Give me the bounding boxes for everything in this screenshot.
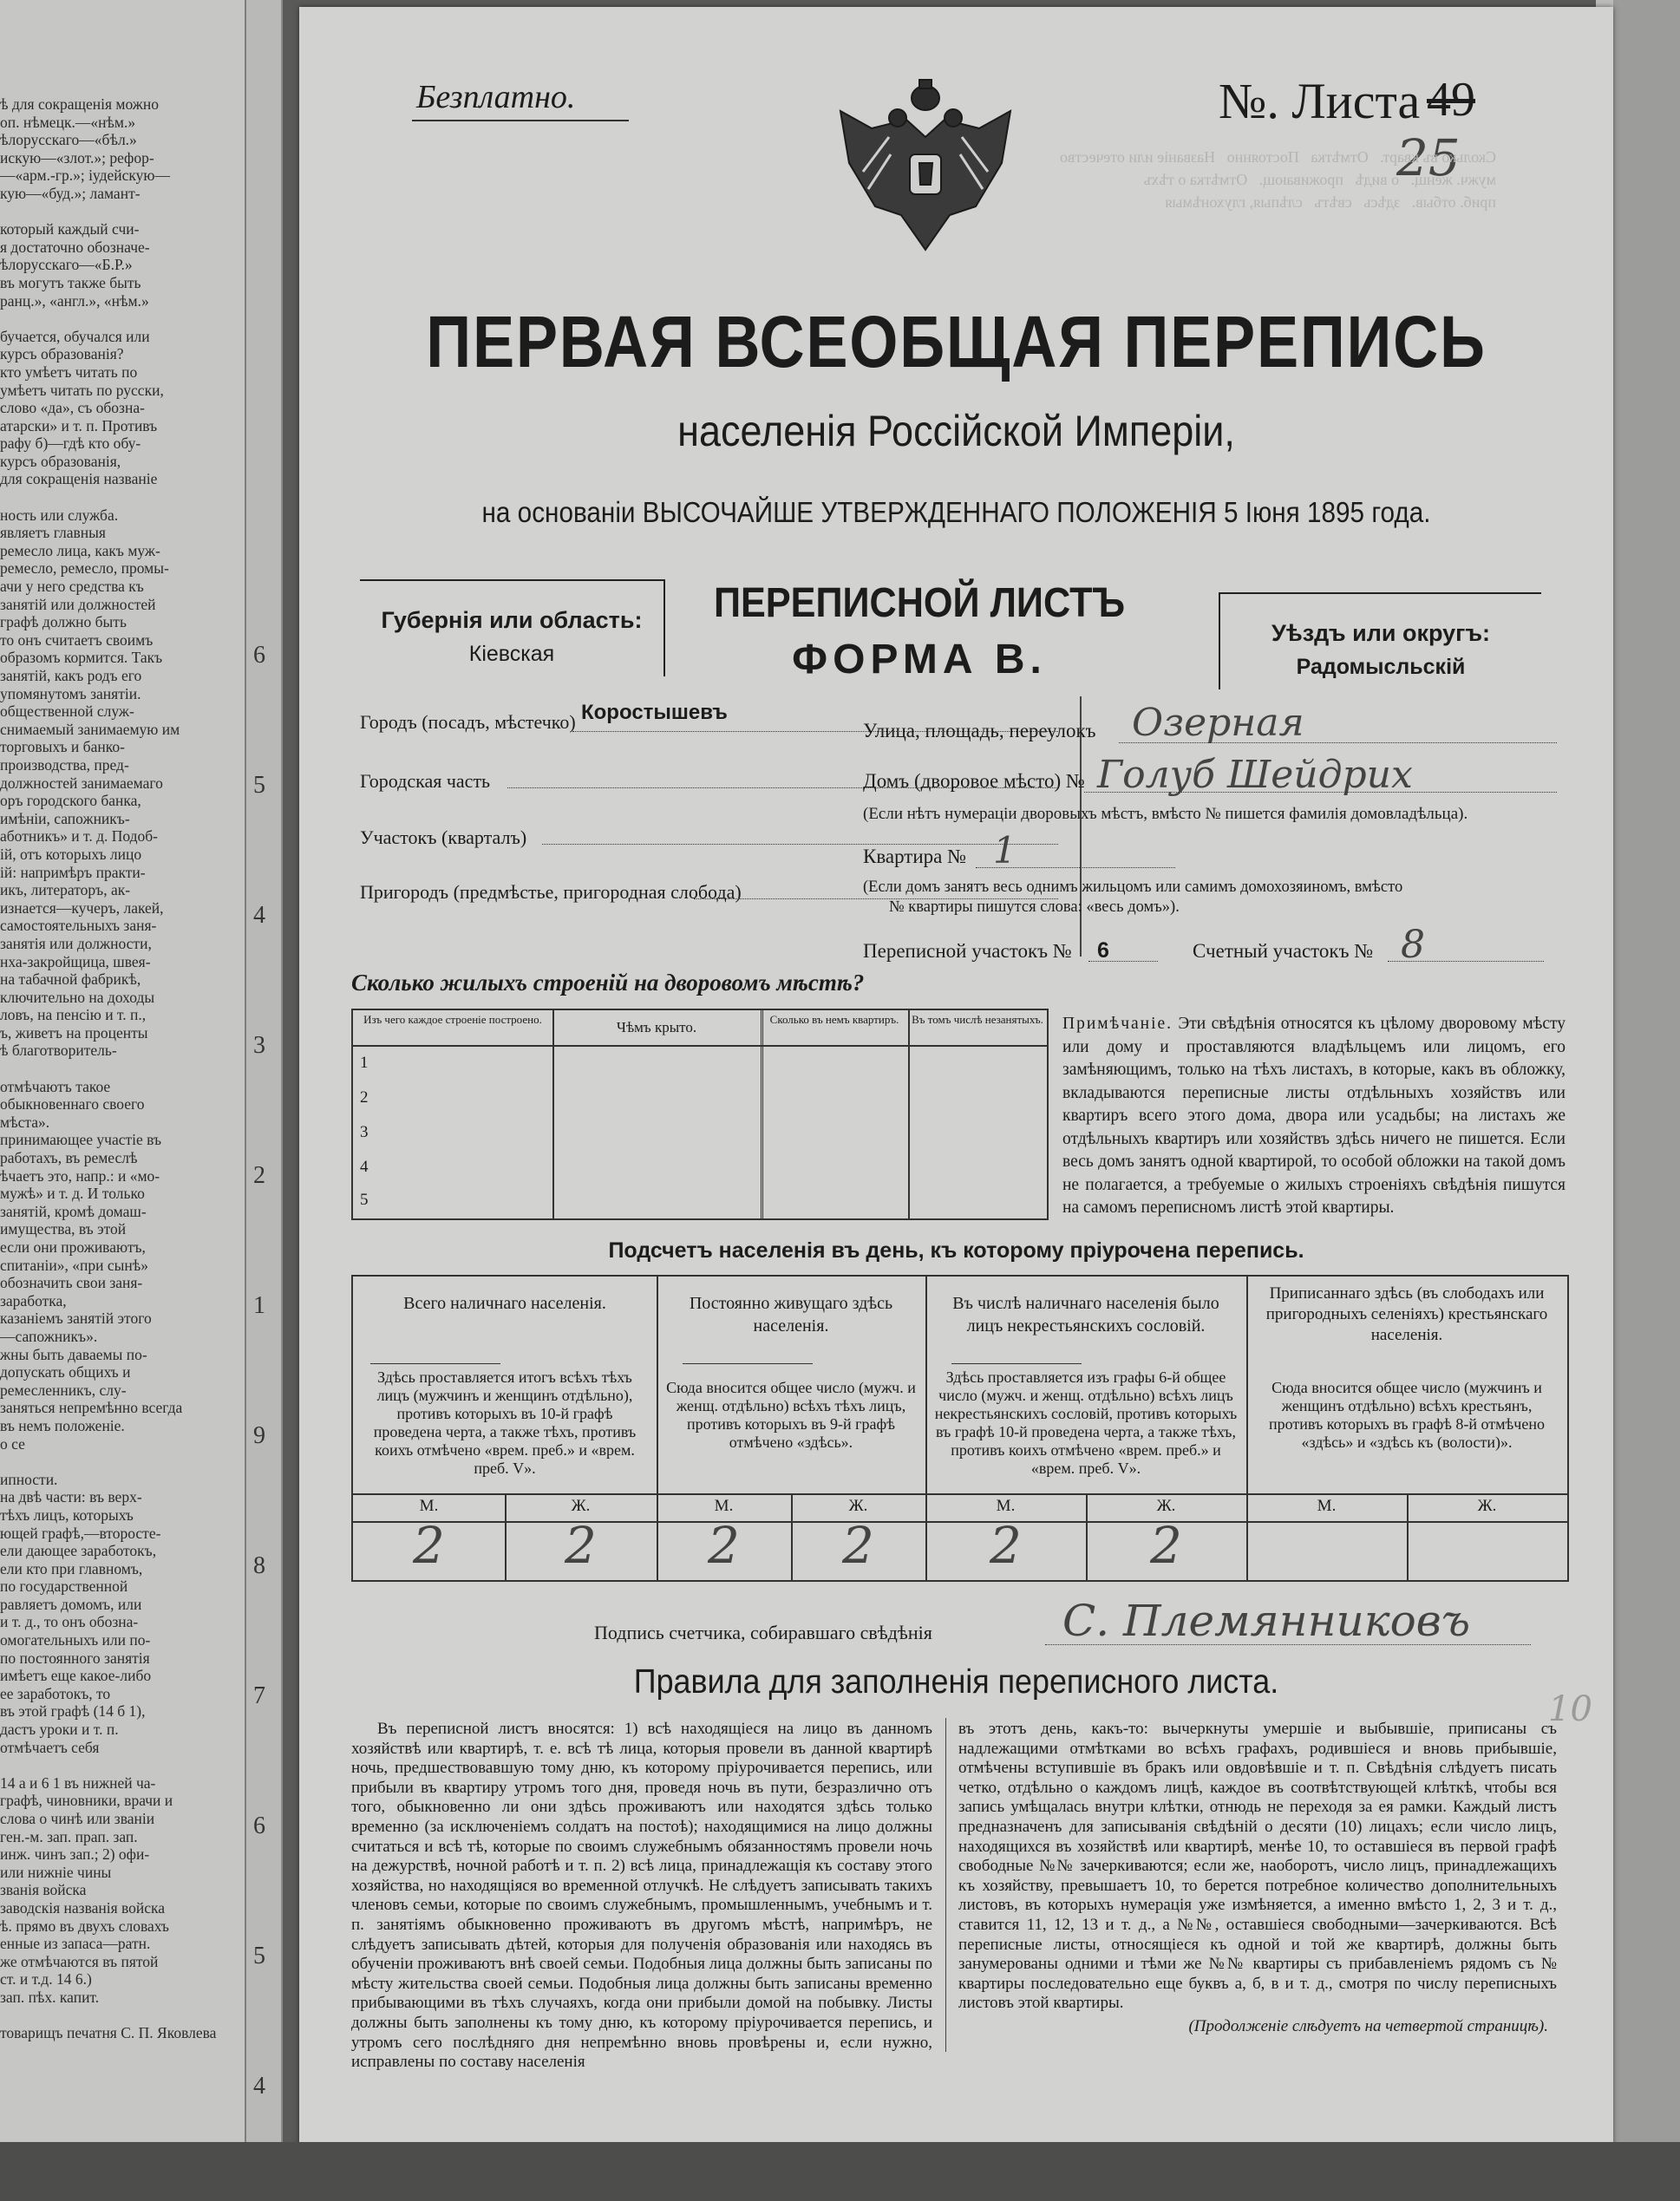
left-page-line: отмѣчаютъ такое xyxy=(0,1077,111,1095)
count-value-permanent-f: 2 xyxy=(842,1516,874,1575)
left-page-line: —сапожникъ». xyxy=(0,1327,98,1345)
rules-right-column: въ этотъ день, какъ-то: вычеркнуты умершіе и выбывшіе, приписаны съ надлежащими отмѣтками во всѣхъ графахъ, родившіеся и вновь прибывшіе, отмѣчены вступившіе въ бракъ или овдовѣвшіе и т. п. Свѣдѣнія слѣдуетъ писать четко, отдѣльно о каждомъ лицѣ, каждое въ соотвѣтствующей клѣткѣ, чтобы вся запись умѣщалась внутри клѣтки, отнюдь не переходя за ея рамки. Каждый листъ предназначенъ для записыванія свѣдѣній о десяти (10) лицахъ; если число лицъ, находящихся въ хозяйствѣ или квартирѣ, менѣе 10, то оставшіеся въ первой графѣ свободные №№ зачеркиваются; если же, наоборотъ, число лицъ, принадлежащихъ къ хозяйству, превышаетъ 10, то берется потребное количество дополнительныхъ листовъ, въ которыхъ нумерація уже измѣняется, а именно вмѣсто 1, 2, 3 и т. д., ставится 11, 12, 13 и т. д., а №№, оставшіеся свободными—зачеркиваются. Всѣ переписные листы, относящіеся къ одной и той же квартирѣ, должны быть занумерованы одними и тѣми же №№ квартиры съ прибавленіемъ рядомъ съ № квартиры последовательно еще буквъ а, б, в и т. д., смотря по числу переписныхъ листовъ этой квартиры. xyxy=(958,1720,1557,2013)
left-page-line: для сокращенія названіе xyxy=(0,470,158,488)
left-page-line: занятій, какъ родъ его xyxy=(0,667,142,684)
left-page-line: омогательныхъ или по- xyxy=(0,1631,151,1649)
city-label: Городъ (посадъ, мѣстечко) xyxy=(360,711,576,733)
left-page-line: дастъ уроки и т. п. xyxy=(0,1721,119,1739)
signature-line xyxy=(1045,1644,1531,1645)
left-page-line: графѣ должно быть xyxy=(0,613,127,631)
left-page-line: отмѣчаетъ себя xyxy=(0,1738,100,1756)
apartment-value: 1 xyxy=(993,829,1016,872)
buildings-row-4: 4 xyxy=(360,1158,369,1176)
left-page-line: ст. и т.д. 14 6.) xyxy=(0,1970,92,1989)
ruler-mark: 6 xyxy=(253,1812,265,1839)
left-page-line: о се xyxy=(0,1434,25,1453)
left-facing-page xyxy=(0,0,265,2201)
ruler-mark: 5 xyxy=(253,772,265,799)
left-page-text xyxy=(0,95,234,2042)
left-page-line: на табачной фабрикѣ, xyxy=(0,970,141,989)
count-head-4: Приписаннаго здѣсь (въ слободахъ или пригородныхъ селеніяхъ) крестьянскаго населенія. xyxy=(1265,1284,1548,1344)
left-page-line: я достаточно обозначе- xyxy=(0,238,150,256)
left-page-line: работахъ, въ ремеслѣ xyxy=(0,1149,138,1167)
census-area-label: Переписной участокъ № xyxy=(863,940,1072,962)
left-page-line: ѣчаетъ это, напр.: и «мо- xyxy=(0,1166,160,1185)
street-line xyxy=(1119,742,1557,743)
count-value-permanent-m: 2 xyxy=(708,1516,740,1575)
left-page-line: товарищъ печатня С. П. Яковлева xyxy=(0,2024,217,2042)
left-page-line: ность или служба. xyxy=(0,506,119,524)
left-page-line: же отмѣчаются въ пятой xyxy=(0,1952,159,1970)
count-m-1: М. xyxy=(419,1497,439,1515)
left-page-line: ипности. xyxy=(0,1470,58,1488)
street-value: Озерная xyxy=(1132,701,1304,745)
rules-title: Правила для заполненія переписного листа. xyxy=(633,1663,1279,1701)
left-page-line: мѣста». xyxy=(0,1113,50,1131)
signature-label: Подпись счетчика, собиравшаго свѣдѣнія xyxy=(594,1622,932,1643)
count-head-3: Въ числѣ наличнаго населенія было лицъ некрестьянскихъ сословій. xyxy=(952,1294,1219,1336)
count-vline-3 xyxy=(1246,1277,1248,1580)
ruler-mark: 2 xyxy=(253,1162,265,1189)
form-name: ФОРМА В. xyxy=(792,637,1047,683)
left-page-line: слова о чинѣ или званіи xyxy=(0,1810,155,1827)
left-page-line: кую—«буд.»; ламант- xyxy=(0,184,141,202)
left-page-line: занятій, кромѣ домаш- xyxy=(0,1202,147,1220)
count-rule-3 xyxy=(951,1363,1082,1364)
left-page-line: бучается, обучался или xyxy=(0,327,150,345)
page-stack-edge-dark xyxy=(1613,0,1680,2201)
count-area-line xyxy=(1388,961,1544,962)
count-area-label: Счетный участокъ № xyxy=(1193,940,1374,962)
buildings-row-3: 3 xyxy=(360,1123,369,1141)
left-page-line: упомянутомъ занятіи. xyxy=(0,684,141,702)
rules-continued: (Продолженіе слѣдуетъ на четвертой страницѣ). xyxy=(1188,2017,1548,2035)
ruler-mark: 7 xyxy=(253,1682,265,1709)
left-page-line: рафу б)—гдѣ кто обу- xyxy=(0,434,141,453)
apartment-label: Квартира № xyxy=(863,846,967,867)
left-page-line: въ могутъ также быть xyxy=(0,273,141,291)
left-page-line xyxy=(0,203,234,221)
left-page-line: икъ, литераторъ, ак- xyxy=(0,881,131,899)
bleed-through-text: Сколько въ кварт. Отмѣтка Постоянно Названіе или отечество мужч. женщ. о видѣ проживающ. Отмѣтка о тѣхъ приб. отбыв. здѣсь свѣтъ слѣпыя, глухонѣмыя xyxy=(1060,148,1496,211)
buildings-head-vacant: Въ томъ числѣ незанятыхъ. xyxy=(912,1013,1043,1026)
buildings-note xyxy=(1062,1013,1566,1220)
left-page-line: обозначить свои заня- xyxy=(0,1274,143,1292)
district-label: Участокъ (кварталъ) xyxy=(360,826,527,848)
left-page-line: графѣ, чиновники, врачи и xyxy=(0,1792,173,1810)
left-page-line: занятій или должностей xyxy=(0,595,156,613)
left-page-line: самостоятельныхъ заня- xyxy=(0,917,157,935)
left-page-line: 14 а и 6 1 въ нижней ча- xyxy=(0,1773,156,1792)
count-value-total-f: 2 xyxy=(565,1516,597,1575)
count-value-nonpeasant-m: 2 xyxy=(990,1516,1022,1575)
count-f-4: Ж. xyxy=(1477,1497,1497,1515)
count-body-3: Здѣсь проставляется изъ графы 6-й общее число (мужч. и женщ. отдѣльно) всѣхъ лицъ некрестьянскихъ сословій, противъ которыхъ въ графѣ 10-й проведена черта, а также тѣхъ, противъ коихъ отмѣчено «врем. преб.» и «врем. преб. V». xyxy=(934,1368,1238,1477)
count-f-3: Ж. xyxy=(1156,1497,1176,1515)
left-page-line: оръ городского банка, xyxy=(0,792,141,810)
note-text: Эти свѣдѣнія относятся къ цѣлому дворовому мѣсту или дому и проставляются владѣльцемъ или лицомъ, его замѣняющимъ, только на тѣхъ листахъ, в которые, какъ въ обложку, вкладываются переписные листы отдѣльныхъ хозяйствъ или квартиръ всего этого дома, двора или усадьбы; на листахъ же отдѣльныхъ квартиръ или хозяйствъ здѣсь ничего не пишется. Если весь домъ занятъ одной квартирой, то особой обложки на такой домъ не полагается, а требуемые о жилыхъ строеніяхъ свѣдѣнія пишутся на самомъ переписномъ листѣ этой квартиры. xyxy=(1062,1015,1566,1217)
left-page-line: оп. нѣмецк.—«нѣм.» xyxy=(0,113,136,131)
guberniya-label: Губернія или область: xyxy=(381,607,643,633)
city-value: Коростышевъ xyxy=(581,701,728,724)
apartment-note-2: № квартиры пишутся слова: «весь домъ»). xyxy=(889,898,1180,916)
count-body-4: Сюда вносится общее число (мужчинъ и женщинъ отдѣльно) всѣхъ крестьянъ, противъ которыхъ въ графѣ 8-й отмѣчено «здѣсь» и «здѣсь къ (волости)». xyxy=(1269,1379,1545,1451)
count-area-value: 8 xyxy=(1401,923,1425,967)
left-page-line: который каждый счи- xyxy=(0,220,140,238)
guberniya-value: Кіевская xyxy=(468,642,555,666)
ruler-mark: 9 xyxy=(253,1422,265,1449)
left-page-line: ели кто при главномъ, xyxy=(0,1559,143,1577)
subtitle: населенія Россійской Имперіи, xyxy=(677,407,1235,455)
left-page-line: заводскія названія войска xyxy=(0,1898,166,1917)
count-m-3: М. xyxy=(996,1497,1016,1515)
left-page-line: спитаніи», «при сынѣ» xyxy=(0,1256,148,1274)
left-page-line: енные из запаса—ратн. xyxy=(0,1935,151,1953)
ruler-mark: 4 xyxy=(253,2073,265,2100)
city-part-label: Городская часть xyxy=(360,770,491,792)
uezd-value: Радомысльскій xyxy=(1296,655,1466,679)
count-head-2: Постоянно живущаго здѣсь населенія. xyxy=(689,1294,893,1336)
left-page-line: занятія или должности, xyxy=(0,934,152,952)
house-value: Голуб Шейдрих xyxy=(1097,753,1413,797)
left-page-line: или нижніе чины xyxy=(0,1863,112,1881)
left-page-line: допускать общихъ и xyxy=(0,1363,131,1381)
left-page-line: ъ, живетъ на проценты xyxy=(0,1023,148,1042)
left-page-line: торговыхъ и банко- xyxy=(0,738,125,756)
count-f-1: Ж. xyxy=(571,1497,591,1515)
left-page-line: жны быть даваемы по- xyxy=(0,1345,147,1363)
left-page-line: снимаемый занимаемую им xyxy=(0,720,180,738)
left-page-line: заняться непремѣнно всегда xyxy=(0,1399,183,1417)
buildings-row-2: 2 xyxy=(360,1088,369,1107)
count-title: Подсчетъ населенія въ день, къ которому пріурочена перепись. xyxy=(608,1238,1304,1263)
left-page-line: ремесло лица, какъ муж- xyxy=(0,541,160,559)
sheet-number-struck: 49 xyxy=(1427,73,1475,127)
left-page-line: ачи у него средства къ xyxy=(0,578,144,596)
left-page-line: имѣніи, сапожникъ- xyxy=(0,809,130,827)
left-page-line: если они проживаютъ, xyxy=(0,1238,146,1256)
sheet-number-handwritten: 25 xyxy=(1396,128,1461,187)
free-label: Безплатно. xyxy=(416,79,576,115)
left-page-line: ген.-м. зап. прап. зап. xyxy=(0,1827,138,1845)
left-page-line: ловъ, на пенсію и т. п., xyxy=(0,1006,147,1024)
left-page-line: слово «да», съ обозна- xyxy=(0,399,145,417)
census-area-value: 6 xyxy=(1097,938,1109,963)
apartment-line xyxy=(976,867,1175,868)
buildings-head-roof: Чѣмъ крыто. xyxy=(616,1019,697,1035)
left-page-line: инж. чинъ зап.; 2) офи- xyxy=(0,1845,150,1864)
house-label: Домъ (дворовое мѣсто) № xyxy=(863,770,1085,792)
buildings-row-1: 1 xyxy=(360,1054,369,1072)
left-page-line: по постоянного занятія xyxy=(0,1649,150,1667)
street-label: Улица, площадь, переулокъ xyxy=(863,720,1096,741)
house-note: (Если нѣтъ нумераціи дворовыхъ мѣстъ, вмѣсто № пишется фамилія домовладѣльца). xyxy=(863,805,1468,823)
guberniya-box xyxy=(360,579,665,676)
main-title: ПЕРВАЯ ВСЕОБЩАЯ ПЕРЕПИСЬ xyxy=(426,301,1487,382)
left-page-line: принимающее участіе въ xyxy=(0,1131,162,1149)
house-line xyxy=(1084,792,1557,793)
left-page-line: ѣ для сокращенія можно xyxy=(0,95,159,113)
scan-bottom-edge xyxy=(0,2142,1680,2201)
left-page-line: умѣетъ читать по русски, xyxy=(0,381,164,399)
buildings-head-material: Изъ чего каждое строеніе построено. xyxy=(363,1013,542,1026)
left-page-line: ій, отъ которыхъ лицо xyxy=(0,845,142,863)
left-page-line: по государственной xyxy=(0,1577,128,1596)
left-page-line: ѣлорусскаго—«Б.Р.» xyxy=(0,256,133,274)
ruler-mark: 6 xyxy=(253,642,265,669)
left-page-line: ющей графѣ,—второсте- xyxy=(0,1524,161,1542)
ruler-mark: 8 xyxy=(253,1552,265,1579)
count-value-nonpeasant-f: 2 xyxy=(1150,1516,1182,1575)
left-page-line: нха-закройщица, швея- xyxy=(0,952,151,970)
left-page-line: кто умѣетъ читать по xyxy=(0,362,138,381)
left-page-line: ѣ благотворитель- xyxy=(0,1042,117,1060)
left-page-line: зап. пѣх. капит. xyxy=(0,1988,100,2006)
left-page-line xyxy=(0,1453,234,1471)
left-page-line: ѣлорусскаго—«бѣл.» xyxy=(0,131,137,149)
left-page-line: изнается—кучеръ, лакей, xyxy=(0,898,164,917)
left-page-line xyxy=(0,1756,234,1774)
suburb-label: Пригородъ (предмѣстье, пригородная слобода) xyxy=(360,881,742,903)
pencil-mark: 10 xyxy=(1548,1689,1592,1729)
left-page-line: имущества, въ этой xyxy=(0,1220,127,1238)
left-page-line: равляетъ домомъ, или xyxy=(0,1595,142,1613)
left-page-line: на двѣ части: въ верх- xyxy=(0,1488,142,1506)
left-page-line: имѣетъ еще какое-либо xyxy=(0,1667,152,1685)
page-ruler xyxy=(245,0,283,2201)
left-page-line: курсъ образованія, xyxy=(0,452,121,470)
sheet-number-label: №. Листа xyxy=(1219,73,1421,129)
free-underline xyxy=(412,120,629,121)
left-page-line: казаніемъ занятій этого xyxy=(0,1309,152,1328)
left-page-line: ели дающее заработокъ, xyxy=(0,1542,157,1560)
rules-left-column: Въ переписной листъ вносятся: 1) всѣ находящіеся на лицо въ данномъ хозяйствѣ или квартирѣ, т. е. всѣ тѣ лица, которыя провели въ данной квартирѣ ночь, предшествовавшую тому дню, къ которому пріурочивается перепись, или прибыли въ квартиру утромъ того дня, проведя ночь въ пути, безразлично отъ того, обыкновенно ли они здѣсь проживаютъ или находятся здѣсь только временно (за исключеніемъ солдатъ на постоѣ); находящимися на лицо должны считаться и всѣ тѣ, которые по своимъ служебнымъ обязанностямъ провели ночь на дежурствѣ, ночной работѣ и т. п. 2) всѣ лица, принадлежащія къ составу этого хозяйства, но находящіяся во временной отлучкѣ. Не слѣдуетъ записывать такихъ членовъ семьи, которые по своимъ служебнымъ, промышленнымъ, учебнымъ и т. п. занятіямъ обыкновенно проживаютъ въ другомъ мѣстѣ, напримѣръ, не слѣдуетъ записывать дѣтей, которыя для полученія образованія или находясь въ обученіи проживаютъ внѣ своей семьи. Подобныя лица должны быть записаны по мѣсту жительства своей семьи. Подобныя лица должны быть записаны временно прибывающими въ тѣхъ случаяхъ, когда они прибыли домой на побывку. Листы должны быть заполнены къ тому дню, къ которому пріурочивается перепись, и утромъ сего послѣдняго дня непремѣнно вновь провѣрены и, если нужно, исправлены по составу населенія xyxy=(351,1720,932,2072)
left-page-line: должностей занимаемаго xyxy=(0,774,163,792)
left-page-line: искую—«злот.»; рефор- xyxy=(0,148,154,167)
buildings-vline-2 xyxy=(761,1010,763,1218)
rules-divider xyxy=(945,1718,946,2052)
ruler-mark: 3 xyxy=(253,1032,265,1059)
left-page-line: въ немъ положеніе. xyxy=(0,1416,125,1434)
left-page-line: ремесленникъ, слу- xyxy=(0,1381,127,1399)
ruler-mark: 5 xyxy=(253,1943,265,1969)
left-page-line: аботникъ» и т. д. Подоб- xyxy=(0,827,158,846)
count-f-2: Ж. xyxy=(848,1497,868,1515)
buildings-vline-3 xyxy=(908,1010,910,1218)
left-page-line: образомъ кормится. Такъ xyxy=(0,649,163,667)
buildings-question: Сколько жилыхъ строеній на дворовомъ мѣстѣ? xyxy=(351,970,865,996)
left-page-line: ѣ. прямо въ двухъ словахъ xyxy=(0,1917,169,1935)
left-page-line: ій: напримѣръ практи- xyxy=(0,863,146,881)
left-page-line xyxy=(0,488,234,506)
buildings-vline-1 xyxy=(552,1010,554,1218)
left-page-line: —«арм.-гр.»; іудейскую— xyxy=(0,167,170,185)
legal-basis: на основаніи ВЫСОЧАЙШЕ УТВЕРЖДЕННАГО ПОЛОЖЕНІЯ 5 Іюня 1895 года. xyxy=(481,496,1431,528)
uezd-label: Уѣздъ или округъ: xyxy=(1271,620,1491,646)
census-form-page xyxy=(299,7,1613,2149)
count-body-1: Здѣсь проставляется итогъ всѣхъ тѣхъ лицъ (мужчинъ и женщинъ отдѣльно), противъ которыхъ въ 10-й графѣ проведена черта, а также тѣхъ, противъ коихъ отмѣчено «врем. преб.» и «врем. преб. V». xyxy=(373,1368,637,1477)
ruler-mark: 1 xyxy=(253,1292,265,1319)
left-page-line: тѣхъ лицъ, которыхъ xyxy=(0,1505,134,1524)
buildings-table xyxy=(351,1009,1049,1220)
left-page-line xyxy=(0,1060,234,1078)
left-page-line: общественной служ- xyxy=(0,702,134,721)
apartment-note-1: (Если домъ занятъ весь однимъ жильцомъ или самимъ домохозяиномъ, вмѣсто xyxy=(863,878,1403,896)
count-table xyxy=(351,1275,1569,1582)
buildings-row-5: 5 xyxy=(360,1191,369,1209)
note-label: Примѣчаніе. xyxy=(1062,1015,1173,1033)
ruler-mark: 4 xyxy=(253,902,265,929)
uezd-box xyxy=(1219,592,1541,689)
left-page-line xyxy=(0,310,234,328)
left-page-line: мужѣ» и т. д. И только xyxy=(0,1185,145,1203)
count-value-total-m: 2 xyxy=(413,1516,445,1575)
left-page-line: ее заработокъ, то xyxy=(0,1684,111,1702)
district-line xyxy=(542,844,1058,845)
left-page-line: ключительно на доходы xyxy=(0,988,155,1006)
count-rule-2 xyxy=(683,1363,813,1364)
count-head-1: Всего наличнаго населенія. xyxy=(403,1294,606,1313)
list-title: ПЕРЕПИСНОЙ ЛИСТЪ xyxy=(713,580,1126,626)
left-page-line: званія войска xyxy=(0,1881,87,1899)
buildings-head-apartments: Сколько въ немъ квартиръ. xyxy=(769,1013,899,1026)
signature-value: С. Племянниковъ xyxy=(1062,1596,1471,1646)
census-area-line xyxy=(1088,961,1158,962)
left-page-line: то онъ считаетъ своимъ xyxy=(0,630,154,649)
left-page-line xyxy=(0,2007,234,2025)
left-page-line: и т. д., то онъ обозна- xyxy=(0,1613,139,1631)
left-page-line: являетъ главныя xyxy=(0,524,106,542)
left-page-line: обыкновеннаго своего xyxy=(0,1095,145,1114)
left-page-line: курсъ образованія? xyxy=(0,345,124,363)
left-page-line: въ этой графѣ (14 б 1), xyxy=(0,1702,146,1721)
left-page-line: ремесло, ремесло, промы- xyxy=(0,559,169,578)
count-m-4: М. xyxy=(1317,1497,1337,1515)
count-body-2: Сюда вносится общее число (мужч. и женщ. отдѣльно) всѣхъ тѣхъ лицъ, противъ которыхъ въ 9-й графѣ отмѣчено «здѣсь». xyxy=(666,1379,916,1451)
count-rule-1 xyxy=(370,1363,500,1364)
left-page-line: ранц.», «англ.», «нѣм.» xyxy=(0,291,149,310)
left-page-line: заработка, xyxy=(0,1291,67,1309)
left-page-line: атарски» и т. п. Противъ xyxy=(0,416,158,434)
count-m-2: М. xyxy=(714,1497,734,1515)
left-page-line: производства, пред- xyxy=(0,755,129,774)
